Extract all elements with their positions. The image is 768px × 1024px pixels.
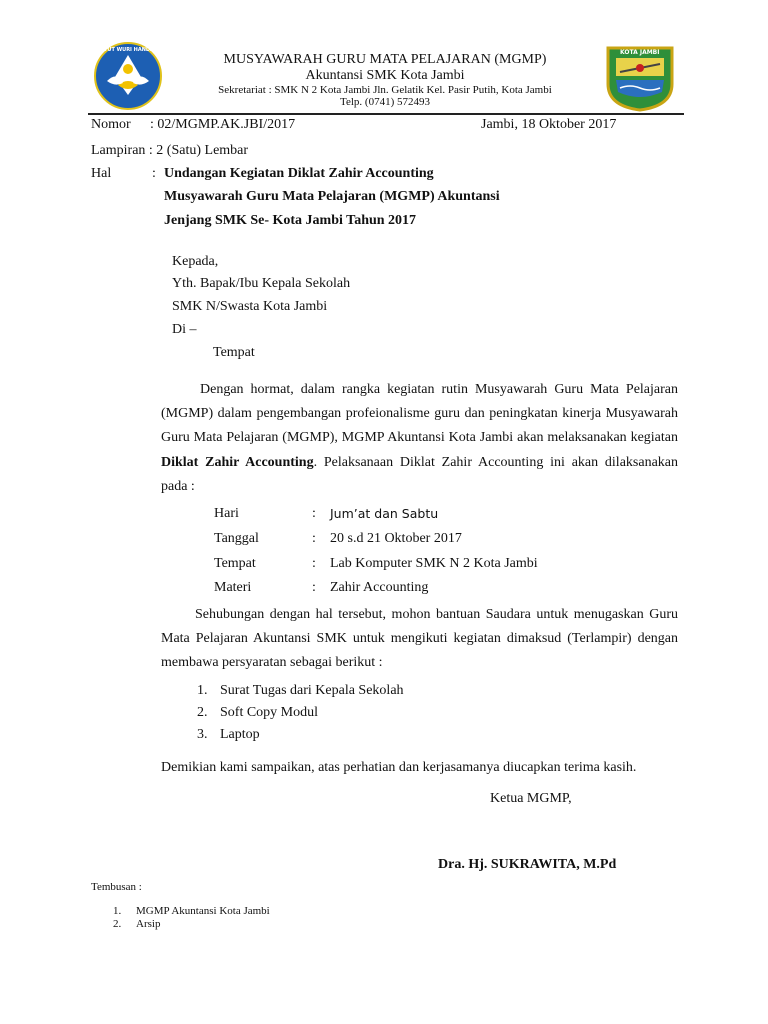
requirement-item: Soft Copy Modul	[220, 705, 319, 720]
detail-label: Tanggal	[214, 531, 259, 546]
letter-date: Jambi, 18 Oktober 2017	[481, 117, 617, 132]
subject-line-2: Musyawarah Guru Mata Pelajaran (MGMP) Akuntansi	[164, 189, 500, 204]
kepada: Kepada,	[172, 254, 219, 269]
subject-line-1: Undangan Kegiatan Diklat Zahir Accounting	[164, 166, 434, 181]
left-logo-text: TUT WURI HANDAYANI	[104, 47, 167, 53]
nomor-value: : 02/MGMP.AK.JBI/2017	[150, 117, 296, 132]
tembusan-item: MGMP Akuntansi Kota Jambi	[136, 905, 270, 917]
closing-sentence: Demikian kami sampaikan, atas perhatian dan kerjasamanya diucapkan terima kasih.	[161, 760, 637, 775]
body-paragraph-2: Sehubungan dengan hal tersebut, mohon bantuan Saudara untuk menugaskan Guru Mata Pelajaran Akuntansi SMK untuk mengikuti kegiatan dimaksud (Terlampir) dengan membawa persyaratan sebagai berikut :	[161, 607, 678, 671]
recipient-di: Di –	[172, 322, 197, 337]
org-name: MUSYAWARAH GURU MATA PELAJARAN (MGMP)	[223, 52, 547, 67]
tembusan-label: Tembusan :	[91, 881, 142, 893]
org-phone: Telp. (0741) 572493	[340, 96, 430, 108]
detail-value: Lab Komputer SMK N 2 Kota Jambi	[330, 556, 538, 571]
detail-colon: :	[312, 531, 316, 546]
recipient-school: SMK N/Swasta Kota Jambi	[172, 299, 328, 314]
requirement-num: 2.	[197, 705, 208, 720]
detail-colon: :	[312, 580, 316, 595]
p1-bold: Diklat Zahir Accounting	[161, 454, 314, 470]
right-logo-text: KOTA JAMBI	[620, 49, 660, 56]
detail-value: Zahir Accounting	[330, 580, 429, 595]
detail-label: Hari	[214, 506, 239, 521]
p1-text-a: Dengan hormat, dalam rangka kegiatan rutin Musyawarah Guru Mata Pelajaran (MGMP) dalam pengembangan profeionalisme guru dan peningkatan kinerja Musyawarah Guru Mata Pelajaran (MGMP), MGMP Akuntansi Kota Jambi akan melaksanakan kegiatan	[161, 382, 678, 446]
requirement-item: Laptop	[220, 727, 260, 742]
detail-label: Materi	[214, 580, 252, 595]
recipient-tempat: Tempat	[213, 345, 255, 360]
org-address: Sekretariat : SMK N 2 Kota Jambi Jln. Gelatik Kel. Pasir Putih, Kota Jambi	[218, 84, 552, 96]
detail-colon: :	[312, 506, 316, 521]
lampiran: Lampiran : 2 (Satu) Lembar	[91, 143, 249, 158]
requirement-item: Surat Tugas dari Kepala Sekolah	[220, 683, 404, 698]
signatory-name: Dra. Hj. SUKRAWITA, M.Pd	[438, 857, 617, 872]
body-paragraph-1	[161, 378, 678, 499]
requirement-num: 3.	[197, 727, 208, 742]
tembusan-num: 2.	[113, 918, 122, 930]
tembusan-num: 1.	[113, 905, 122, 917]
nomor-label: Nomor	[91, 117, 131, 132]
detail-label: Tempat	[214, 556, 256, 571]
hal-colon: :	[152, 166, 156, 181]
header-divider	[88, 113, 684, 115]
org-subtitle: Akuntansi SMK Kota Jambi	[305, 68, 465, 83]
requirement-num: 1.	[197, 683, 208, 698]
hal-label: Hal	[91, 166, 112, 181]
subject-line-3: Jenjang SMK Se- Kota Jambi Tahun 2017	[164, 213, 417, 228]
recipient-yth: Yth. Bapak/Ibu Kepala Sekolah	[172, 276, 351, 291]
detail-value: Jum’at dan Sabtu	[330, 506, 439, 521]
detail-value: 20 s.d 21 Oktober 2017	[330, 531, 462, 546]
detail-colon: :	[312, 556, 316, 571]
signature-title: Ketua MGMP,	[490, 791, 572, 806]
tembusan-item: Arsip	[136, 918, 161, 930]
p1-text-b: . Pelaksanaan Diklat Zahir Accounting ini akan dilaksanakan pada :	[161, 454, 678, 494]
